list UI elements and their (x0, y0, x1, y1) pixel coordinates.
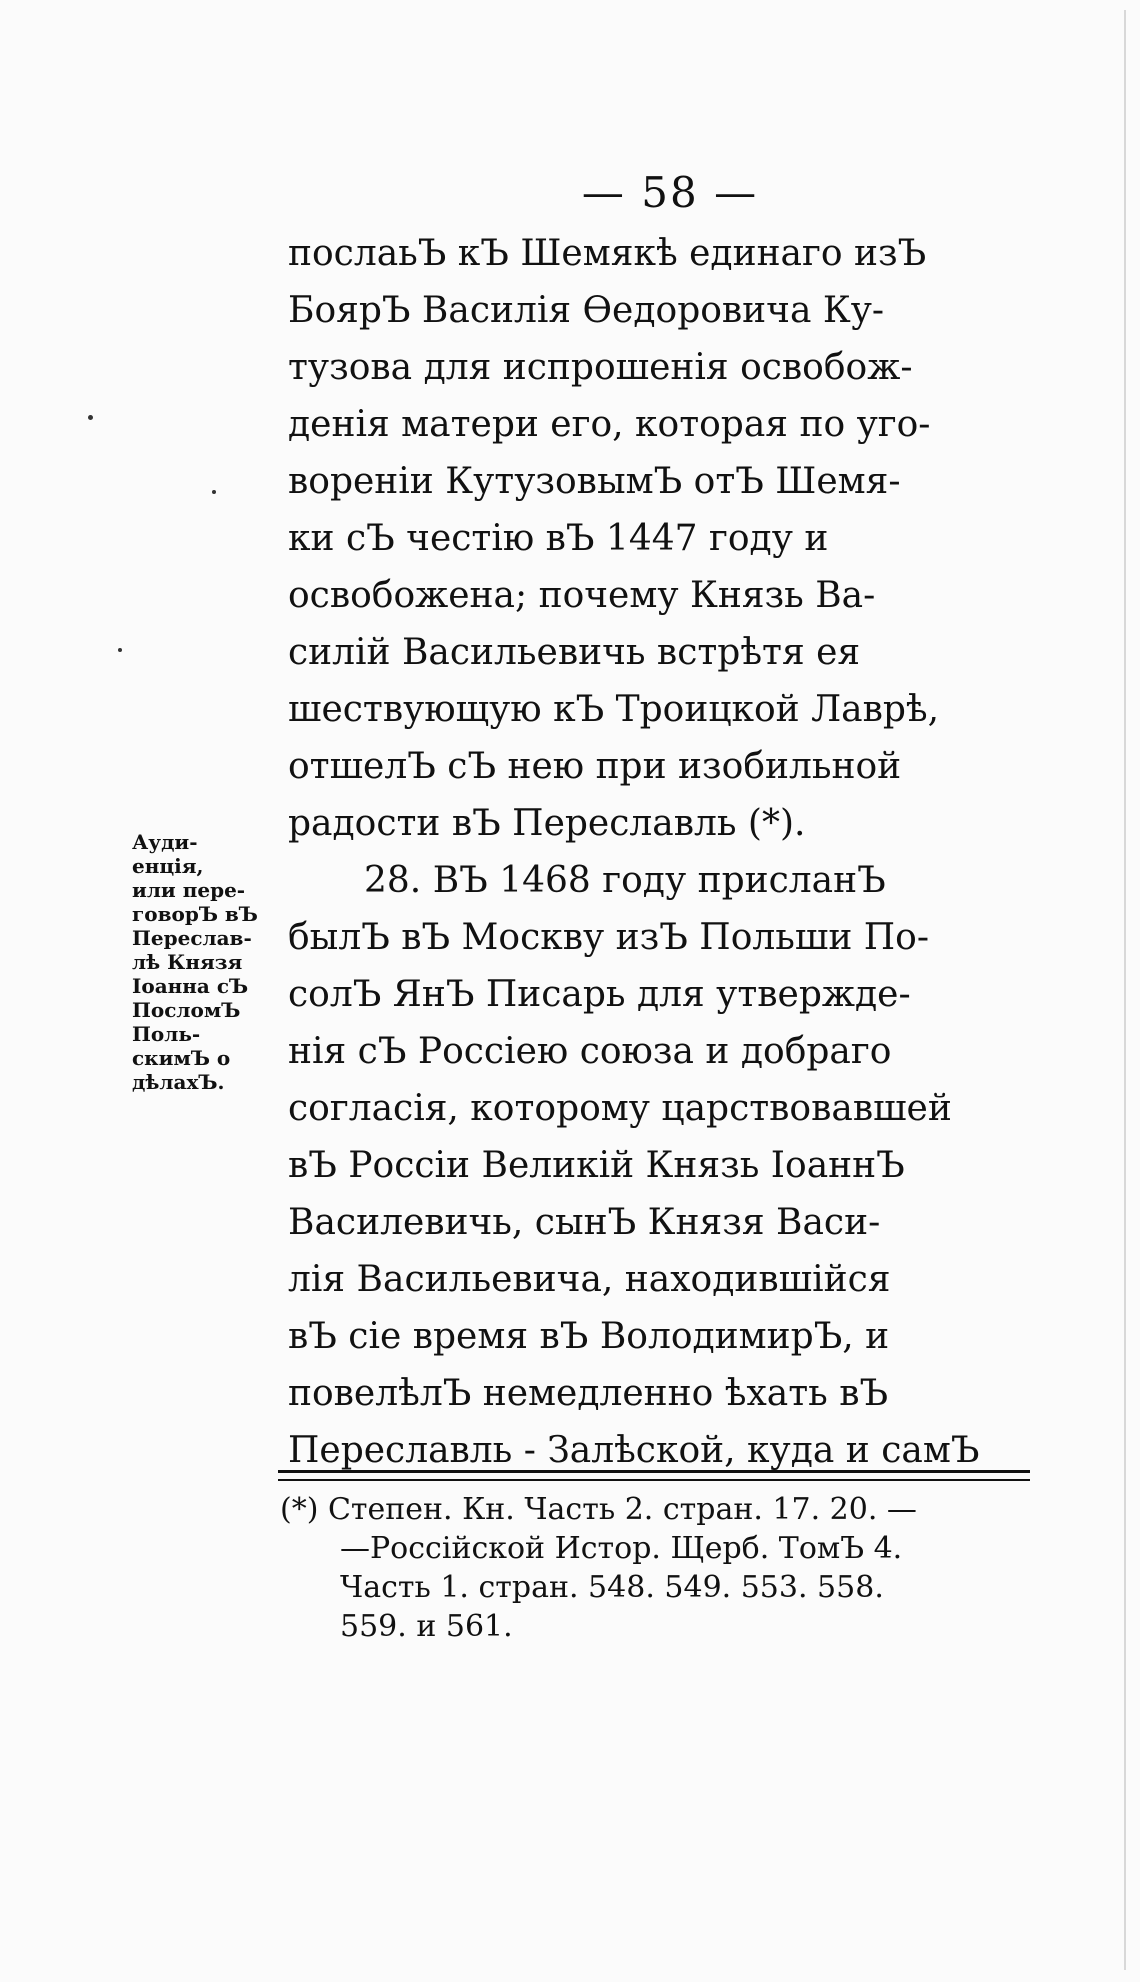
text-line: послаьЪ кЪ Шемякѣ единаго изЪ (288, 233, 927, 274)
text-line: повелѣлЪ немедленно ѣхать вЪ (288, 1373, 889, 1414)
text-line: вЪ Россіи Великій Князь ІоаннЪ (288, 1145, 905, 1186)
text-line: силій Васильевичь встрѣтя ея (288, 632, 861, 673)
text-line: согласія, которому царствовавшей (288, 1088, 952, 1129)
marginal-note-line: Переслав- (132, 926, 252, 950)
text-line: вЪ сіе время вЪ ВолодимирЪ, и (288, 1316, 890, 1357)
marginal-note-line: Поль- (132, 1022, 201, 1046)
text-line: Василевичь, сынЪ Князя Васи- (288, 1202, 881, 1243)
main-text-block (288, 225, 1033, 1479)
text-line: отшелЪ сЪ нею при изобильной (288, 746, 902, 787)
text-line: освобожена; почему Князь Ва- (288, 575, 876, 616)
marginal-note-line: Іоанна сЪ (132, 974, 249, 998)
footnote-line: (*) Степен. Кн. Часть 2. стран. 17. 20. — (280, 1492, 917, 1527)
marginal-note-line: Ауди- (132, 830, 198, 854)
text-line: Переславль - Залѣской, куда и самЪ (288, 1430, 980, 1471)
marginal-note-line: енція, (132, 854, 204, 878)
marginal-note-line: дѣлахЪ. (132, 1070, 225, 1094)
footnote (280, 1490, 1040, 1646)
page-edge-line (1124, 10, 1126, 1970)
marginal-note-line: лѣ Князя (132, 950, 243, 974)
text-line: тузова для испрошенія освобож- (288, 347, 913, 388)
footnote-divider (278, 1470, 1030, 1481)
marginal-note-line: говорЪ вЪ (132, 902, 258, 926)
footnote-line: Часть 1. стран. 548. 549. 553. 558. (340, 1570, 884, 1605)
text-line: былЪ вЪ Москву изЪ Польши По- (288, 917, 929, 958)
text-line: БоярЪ Василія Ѳедоровича Ку- (288, 290, 885, 331)
paragraph-start-line: 28. ВЪ 1468 году присланЪ (364, 860, 886, 901)
text-line: вореніи КутузовымЪ отЪ Шемя- (288, 461, 901, 502)
text-line: лія Васильевича, находившійся (288, 1259, 891, 1300)
text-line: солЪ ЯнЪ Писарь для утвержде- (288, 974, 911, 1015)
text-line: нія сЪ Россіею союза и добраго (288, 1031, 892, 1072)
text-line: ки сЪ честію вЪ 1447 году и (288, 518, 829, 559)
ink-speck (212, 490, 216, 494)
marginal-note (132, 830, 282, 1094)
text-line: шествующую кЪ Троицкой Лаврѣ, (288, 689, 940, 730)
footnote-line: —Россійской Истор. Щерб. ТомЪ 4. (340, 1531, 903, 1566)
marginal-note-line: или пере- (132, 878, 246, 902)
footnote-line: 559. и 561. (340, 1609, 513, 1644)
text-line: денія матери его, которая по уго- (288, 404, 931, 445)
ink-speck (88, 415, 93, 420)
ink-speck (118, 648, 122, 652)
page-number: — 58 — (581, 168, 759, 217)
text-line: радости вЪ Переславль (*). (288, 803, 806, 844)
marginal-note-line: ПосломЪ (132, 998, 241, 1022)
marginal-note-line: скимЪ о (132, 1046, 231, 1070)
